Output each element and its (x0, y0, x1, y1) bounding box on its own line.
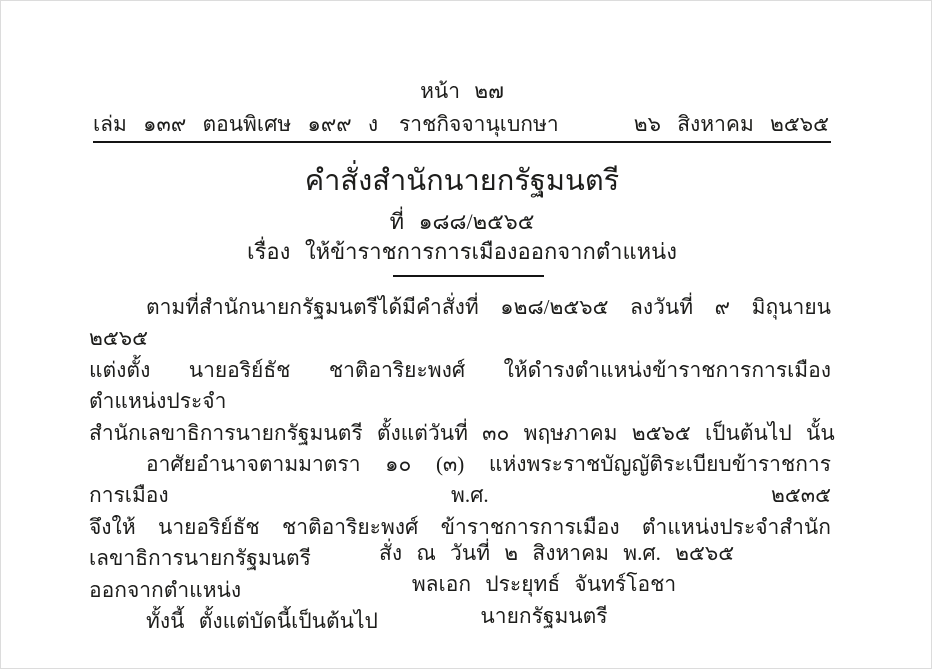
body-line: ตามที่สำนักนายกรัฐมนตรีได้มีคำสั่งที่ ๑๒๘/๒๕๖๕ ลงวันที่ ๙ มิถุนายน ๒๕๖๕ (89, 295, 831, 351)
issued-date-line: สั่ง ณ วันที่ ๒ สิงหาคม พ.ศ. ๒๕๖๕ (379, 541, 735, 565)
body-line: ทั้งนี้ ตั้งแต่บัดนี้เป็นต้นไป (146, 609, 378, 634)
body-line: อาศัยอำนาจตามมาตรา ๑๐ (๓) แห่งพระราชบัญญัติระเบียบข้าราชการการเมือง พ.ศ. ๒๕๓๕ (89, 452, 831, 508)
body-line: แต่งตั้ง นายอริย์ธัช ชาติอาริยะพงศ์ ให้ดำรงตำแหน่งข้าราชการการเมือง ตำแหน่งประจำ (89, 357, 831, 414)
signer-name: พลเอก ประยุทธ์ จันทร์โอชา (411, 572, 677, 597)
signature-block (379, 538, 735, 632)
subject-divider (393, 275, 544, 277)
order-subject: เรื่อง ให้ข้าราชการการเมืองออกจากตำแหน่ง (247, 239, 677, 264)
masthead-divider (93, 141, 831, 143)
order-number: ที่ ๑๘๘/๒๕๖๕ (389, 209, 535, 234)
publication-date-label: ๒๖ สิงหาคม ๒๕๖๕ (633, 112, 829, 136)
gazette-name-label: ราชกิจจานุเบกษา (399, 112, 559, 136)
volume-issue-label: เล่ม ๑๓๙ ตอนพิเศษ ๑๙๙ ง (93, 112, 379, 136)
body-line: สำนักเลขาธิการนายกรัฐมนตรี ตั้งแต่วันที่ ๓๐ พฤษภาคม ๒๕๖๕ เป็นต้นไป นั้น (89, 420, 835, 445)
page-number-label: หน้า ๒๗ (420, 79, 504, 103)
signer-title: นายกรัฐมนตรี (480, 603, 608, 628)
body-line: จึงให้ นายอริย์ธัช ชาติอาริยะพงศ์ ข้าราชการการเมือง ตำแหน่งประจำสำนักเลขาธิการนายกรัฐมนตรี (89, 514, 831, 571)
body-line: ออกจากตำแหน่ง (89, 577, 242, 602)
document-title: คำสั่งสำนักนายกรัฐมนตรี (304, 165, 620, 197)
